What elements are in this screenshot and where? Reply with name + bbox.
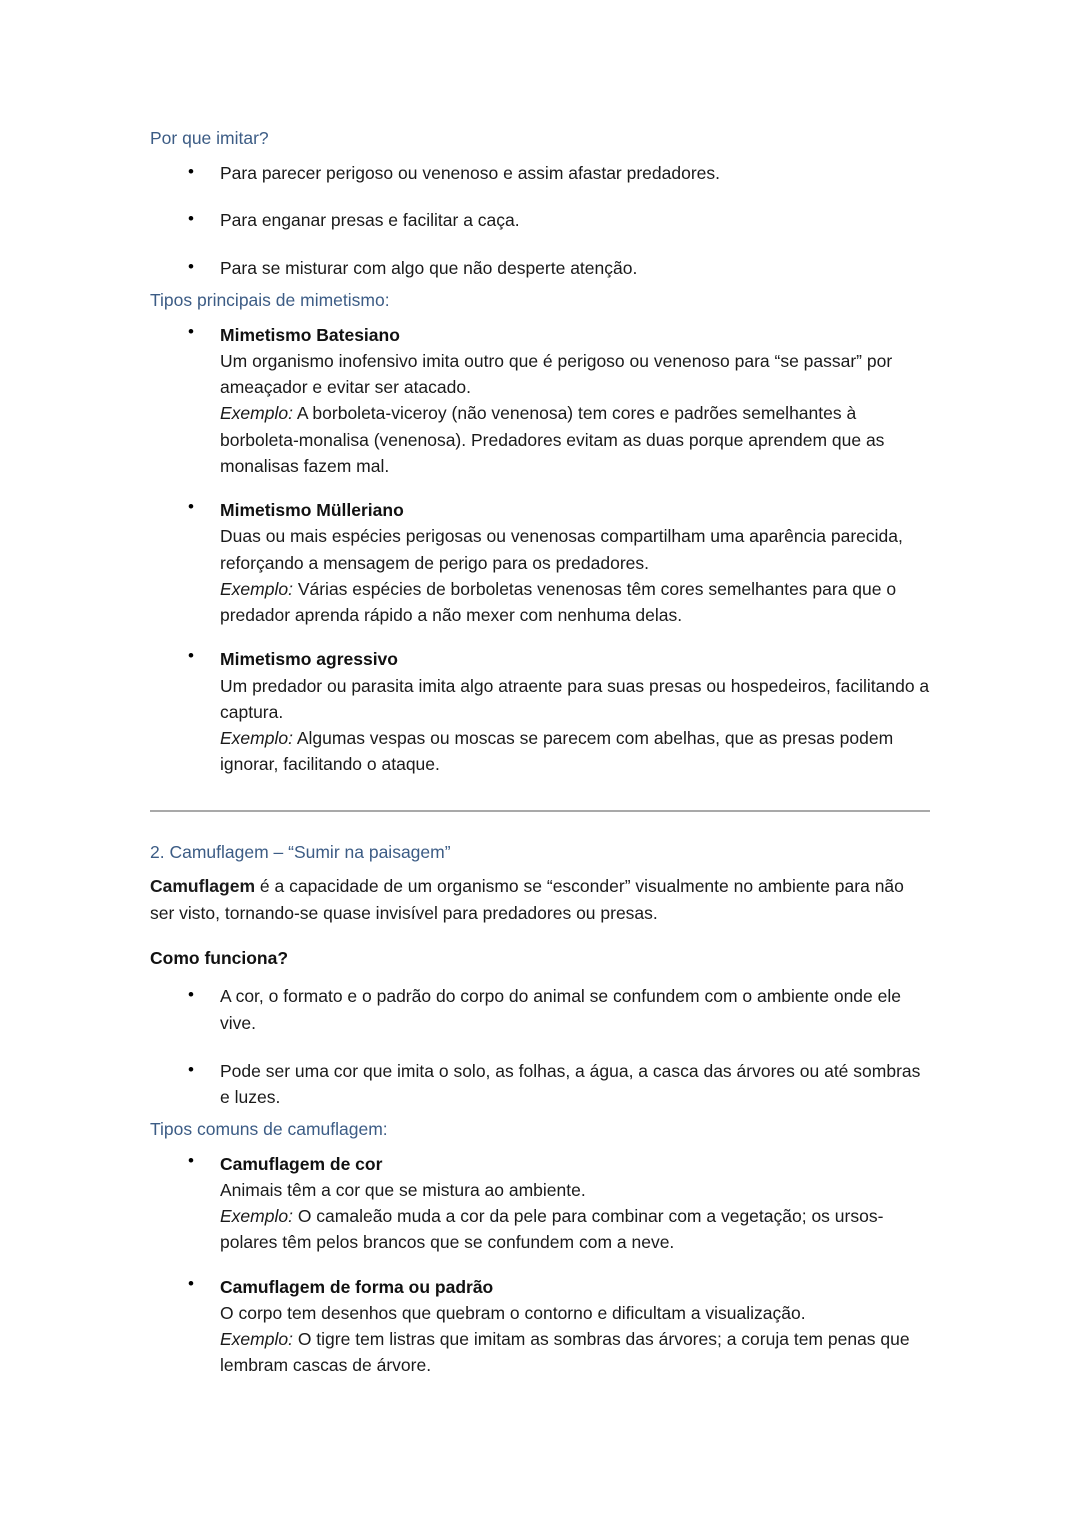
section-heading-tipos-camuflagem: Tipos comuns de camuflagem: [150,1118,388,1139]
camuflagem-intro-term: Camuflagem [150,876,256,897]
list-como-funciona [150,983,930,1110]
subsection-heading-como-funciona: Como funciona? [150,947,289,968]
list-item-text: Para enganar presas e facilitar a caça. [220,210,520,231]
definition-title: • Mimetismo Batesiano [220,324,400,345]
list-tipos-mimetismo [150,322,930,778]
definition-body: O corpo tem desenhos que quebram o contorno e dificultam a visualização. [220,1302,806,1323]
definition-title: • Camuflagem de forma ou padrão [220,1276,494,1297]
example-text: O camaleão muda a cor da pele para combinar com a vegetação; os ursos-polares têm pelos brancos que se confundem com a neve. [220,1206,884,1253]
list-por-que-imitar [150,160,930,282]
example-label: Exemplo: [220,1329,293,1350]
definition-body: Duas ou mais espécies perigosas ou venenosas compartilham uma aparência parecida, reforçando a mensagem de perigo para os predadores. [220,526,903,573]
example-text: O tigre tem listras que imitam as sombras das árvores; a coruja tem penas que lembram cascas de árvore. [220,1329,910,1376]
definition-body: Um predador ou parasita imita algo atraente para suas presas ou hospedeiros, facilitando a captura. [220,675,930,722]
example-label: Exemplo: [220,403,293,424]
list-item-text: Pode ser uma cor que imita o solo, as folhas, a água, a casca das árvores ou até sombras e luzes. [220,1060,921,1108]
list-item-text: Para se misturar com algo que não desperte atenção. [220,258,638,279]
camuflagem-intro-paragraph [150,873,930,926]
definition-example [220,576,930,629]
example-label: Exemplo: [220,1206,293,1227]
section-heading-tipos-mimetismo: Tipos principais de mimetismo: [150,289,390,310]
list-item [150,322,930,480]
list-item [150,207,930,234]
document-content [150,128,930,1379]
list-item [150,255,930,282]
list-item [150,983,930,1036]
section-divider [150,810,930,812]
example-text: Algumas vespas ou moscas se parecem com abelhas, que as presas podem ignorar, facilitando o ataque. [220,728,894,775]
list-tipos-camuflagem [150,1151,930,1379]
section-heading-por-que-imitar: Por que imitar? [150,128,269,148]
example-label: Exemplo: [220,728,293,749]
list-item [150,1058,930,1111]
example-text: Várias espécies de borboletas venenosas têm cores semelhantes para que o predador aprenda rápido a não mexer com nenhuma delas. [220,578,897,626]
definition-example [220,725,930,778]
list-item [150,497,930,628]
list-item [150,160,930,187]
definition-body: Um organismo inofensivo imita outro que é perigoso ou venenoso para “se passar” por ameaçador e evitar ser atacado. [220,350,893,398]
definition-example [220,1203,930,1256]
list-item [150,1151,930,1256]
example-label: Exemplo: [220,578,293,599]
list-item [150,1274,930,1379]
list-item [150,646,930,777]
definition-title: • Camuflagem de cor [220,1153,383,1174]
section-heading-camuflagem: 2. Camuflagem – “Sumir na paisagem” [150,841,451,862]
example-text: A borboleta-viceroy (não venenosa) tem cores e padrões semelhantes à borboleta-monalisa (venenosa). Predadores evitam as duas porque aprendem que as monalisas fazem mal. [220,403,885,476]
list-item-text: Para parecer perigoso ou venenoso e assim afastar predadores. [220,162,721,183]
definition-example [220,1326,930,1379]
definition-title: • Mimetismo agressivo [220,649,398,670]
list-item-text: A cor, o formato e o padrão do corpo do animal se confundem com o ambiente onde ele vive. [220,986,901,1033]
camuflagem-intro-rest: é a capacidade de um organismo se “esconder” visualmente no ambiente para não ser visto, tornando-se quase invisível para predadores ou presas. [150,876,904,923]
definition-example [220,400,930,479]
definition-body: Animais têm a cor que se mistura ao ambiente. [220,1179,586,1200]
definition-title: • Mimetismo Mülleriano [220,500,404,521]
